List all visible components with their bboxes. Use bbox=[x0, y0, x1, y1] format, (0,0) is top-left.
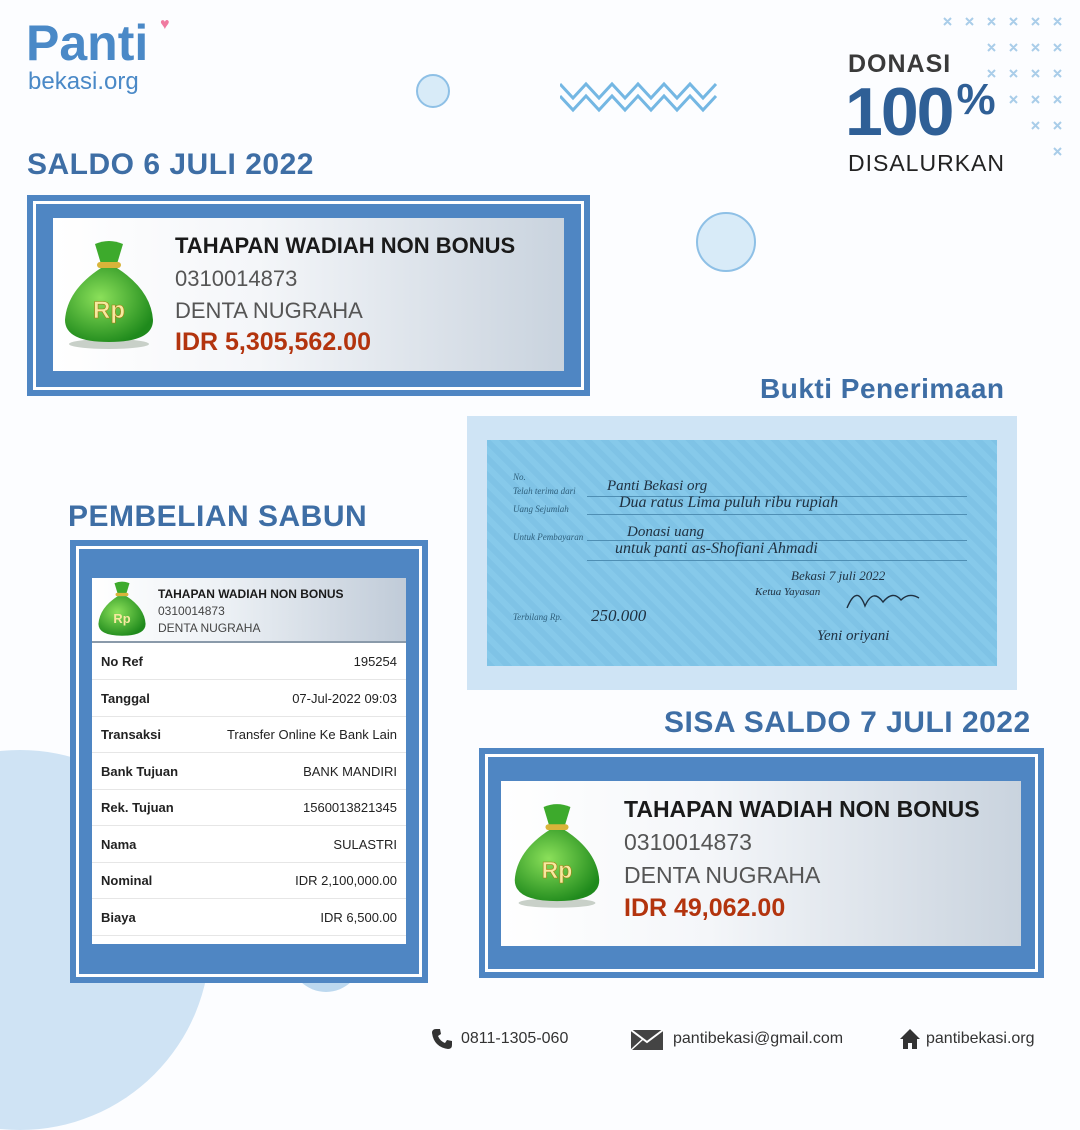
receipt-from: Panti Bekasi org bbox=[607, 478, 708, 494]
account-type-1: TAHAPAN WADIAH NON BONUS bbox=[175, 233, 516, 258]
transfer-account-holder: DENTA NUGRAHA bbox=[158, 621, 261, 635]
account-holder-2: DENTA NUGRAHA bbox=[624, 862, 821, 888]
receipt-signer: Yeni oriyani bbox=[817, 628, 890, 644]
table-row bbox=[92, 753, 406, 790]
account-holder-1: DENTA NUGRAHA bbox=[175, 298, 363, 323]
table-row bbox=[92, 643, 406, 680]
footer-website[interactable]: pantibekasi.org bbox=[926, 1030, 1035, 1047]
table-row bbox=[92, 789, 406, 826]
logo-name: Panti bbox=[26, 15, 149, 71]
row-label: Transaksi bbox=[101, 727, 161, 742]
account-card-1 bbox=[53, 218, 564, 371]
money-bag-icon bbox=[59, 238, 159, 350]
table-row bbox=[92, 826, 406, 863]
home-icon bbox=[899, 1028, 921, 1050]
row-value: Transfer Online Ke Bank Lain bbox=[226, 727, 397, 742]
badge-100 bbox=[845, 74, 994, 150]
mail-icon bbox=[630, 1029, 664, 1051]
receipt-amount-words: Dua ratus Lima puluh ribu rupiah bbox=[619, 494, 839, 511]
row-label: No Ref bbox=[101, 654, 143, 669]
receipt-label-no: No. bbox=[513, 472, 526, 482]
bubble-middle bbox=[696, 212, 756, 272]
receipt-photo bbox=[467, 416, 1017, 690]
account-card-frame-2 bbox=[479, 748, 1044, 978]
transfer-account-number: 0310014873 bbox=[158, 604, 225, 618]
svg-text:Rp: Rp bbox=[113, 610, 131, 626]
account-card-frame-1 bbox=[27, 195, 590, 396]
table-row bbox=[92, 862, 406, 899]
heart-icon: ♥ bbox=[160, 16, 170, 33]
receipt-paper bbox=[487, 440, 997, 666]
transfer-account-type: TAHAPAN WADIAH NON BONUS bbox=[158, 587, 344, 601]
row-label: Rek. Tujuan bbox=[101, 800, 174, 815]
row-label: Nama bbox=[101, 837, 137, 852]
table-row bbox=[92, 716, 406, 753]
table-row bbox=[92, 680, 406, 717]
account-balance-2: IDR 49,062.00 bbox=[624, 894, 786, 922]
row-label: Tanggal bbox=[101, 691, 150, 706]
receipt-signer-title: Ketua Yayasan bbox=[755, 586, 821, 598]
badge-donasi: DONASI bbox=[848, 50, 952, 78]
row-value: IDR 6,500.00 bbox=[320, 910, 397, 925]
row-label: Bank Tujuan bbox=[101, 764, 179, 779]
transfer-receipt-frame bbox=[70, 540, 428, 983]
heading-bukti-penerimaan: Bukti Penerimaan bbox=[760, 373, 1005, 404]
row-value: 195254 bbox=[353, 654, 397, 669]
transfer-receipt bbox=[92, 578, 406, 944]
row-value: IDR 2,100,000.00 bbox=[295, 873, 397, 888]
row-value: 1560013821345 bbox=[303, 800, 397, 815]
badge-percent: % bbox=[956, 75, 994, 124]
receipt-label-purpose: Untuk Pembayaran bbox=[513, 532, 584, 542]
transfer-account-header bbox=[92, 578, 406, 643]
receipt-label-amount: Uang Sejumlah bbox=[513, 504, 569, 514]
heading-saldo-6-juli: SALDO 6 JULI 2022 bbox=[27, 148, 314, 181]
logo-domain: bekasi.org bbox=[28, 68, 139, 95]
badge-disalurkan: DISALURKAN bbox=[848, 150, 1005, 176]
row-label: Nominal bbox=[101, 873, 153, 888]
money-bag-icon bbox=[509, 801, 605, 909]
svg-text:Rp: Rp bbox=[93, 297, 125, 324]
account-type-2: TAHAPAN WADIAH NON BONUS bbox=[624, 796, 980, 822]
account-number-2: 0310014873 bbox=[624, 829, 752, 855]
receipt-purpose-2: untuk panti as-Shofiani Ahmadi bbox=[615, 540, 818, 557]
row-label: Biaya bbox=[101, 910, 136, 925]
money-bag-icon bbox=[95, 580, 149, 640]
zigzag-decoration bbox=[560, 76, 720, 116]
svg-text:Rp: Rp bbox=[541, 857, 573, 884]
account-card-2 bbox=[501, 781, 1021, 946]
receipt-purpose-1: Donasi uang bbox=[627, 524, 705, 540]
receipt-label-total: Terbilang Rp. bbox=[513, 612, 563, 622]
bubble-top bbox=[416, 74, 450, 108]
receipt-label-from: Telah terima dari bbox=[513, 486, 576, 496]
receipt-total: 250.000 bbox=[591, 606, 647, 625]
account-number-1: 0310014873 bbox=[175, 266, 298, 291]
footer-email[interactable]: pantibekasi@gmail.com bbox=[673, 1030, 844, 1047]
phone-icon bbox=[430, 1027, 454, 1051]
receipt-place-date: Bekasi 7 juli 2022 bbox=[791, 568, 886, 583]
row-value: 07-Jul-2022 09:03 bbox=[292, 691, 397, 706]
heading-sisa-saldo: SISA SALDO 7 JULI 2022 bbox=[664, 706, 1031, 739]
row-value: SULASTRI bbox=[333, 837, 397, 852]
account-balance-1: IDR 5,305,562.00 bbox=[175, 328, 371, 356]
badge-number: 100 bbox=[845, 74, 953, 150]
footer-phone[interactable]: 0811-1305-060 bbox=[461, 1030, 569, 1047]
heading-pembelian-sabun: PEMBELIAN SABUN bbox=[68, 500, 368, 533]
row-value: BANK MANDIRI bbox=[303, 764, 397, 779]
table-row bbox=[92, 899, 406, 936]
signature-scribble bbox=[843, 580, 923, 614]
